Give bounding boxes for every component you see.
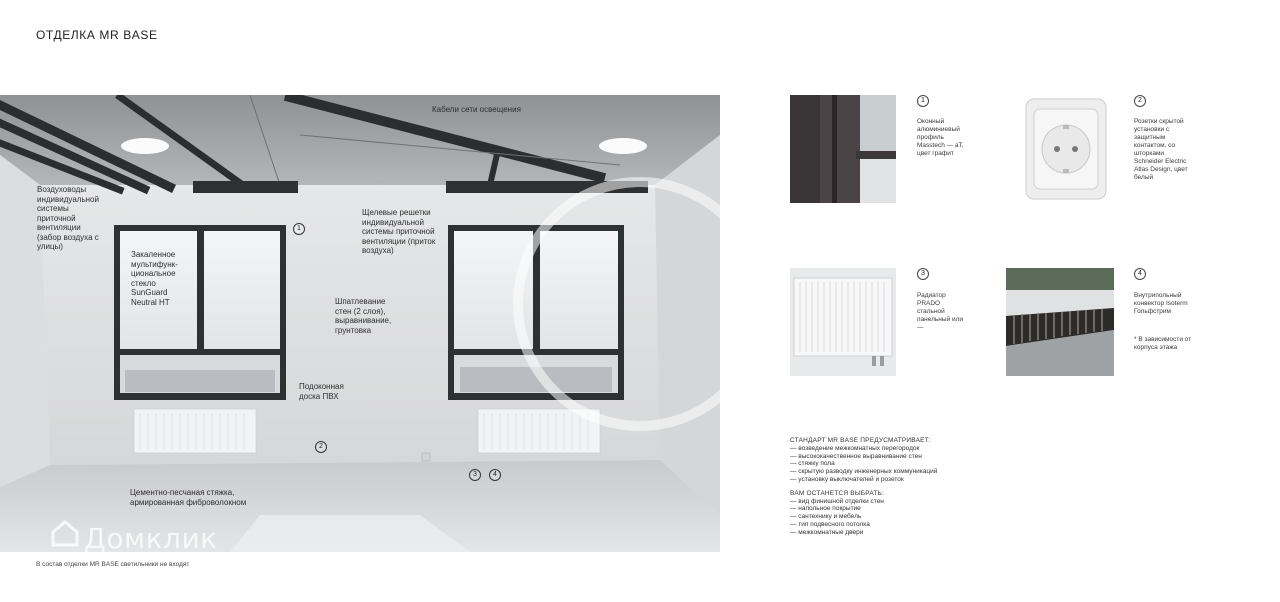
product-number-2: 2 [1134, 95, 1146, 107]
choose-item: — напольное покрытие [790, 505, 861, 513]
product-note: * В зависимости от корпуса этажа [1134, 336, 1192, 351]
room-photo [0, 95, 720, 552]
product-image-radiator [790, 268, 896, 376]
choose-item: — вид финишной отделки стен [790, 497, 884, 505]
footnote: В состав отделки MR BASE светильники не входят [36, 561, 190, 568]
product-desc-1: Оконный алюминиевый профиль Masstech — аТ, цвет графит [917, 118, 964, 157]
marker-1: 1 [293, 223, 305, 235]
label-air-ducts: Воздуховоды индивидуальной системы приточной вентиляции (забор воздуха с улицы) [37, 185, 99, 251]
standard-item: — высококачественное выравнивание стен [790, 452, 922, 460]
label-sill: Подоконная доска ПВХ [299, 382, 344, 401]
product-image-window-profile [790, 95, 896, 203]
watermark-text: Домклик [84, 522, 218, 555]
standard-item: — возведение межкомнатных перегородок [790, 444, 920, 452]
label-lighting-cables: Кабели сети освещения [432, 105, 521, 114]
standard-item: — стяжку пола [790, 460, 835, 468]
label-slot-grilles: Щелевые решетки индивидуальной системы приточной вентиляции (приток воздуха) [362, 208, 436, 255]
product-desc-4: Внутрипольный конвектор Isoterm Гольфстрим [1134, 292, 1188, 315]
choose-item: — межкомнатные двери [790, 528, 864, 536]
label-plaster: Шпатлевание стен (2 слоя), выравнивание, грунтовка [335, 297, 392, 335]
product-number-4: 4 [1134, 268, 1146, 280]
choose-item: — тип подвесного потолка [790, 520, 870, 528]
standard-item: — установку выключателей и розеток [790, 475, 904, 483]
domclick-logo-icon [50, 518, 80, 548]
product-image-socket [1012, 95, 1120, 203]
product-image-floor-convector [1006, 268, 1114, 376]
marker-4: 4 [489, 469, 501, 481]
standard-item: — скрытую разводку инженерных коммуникаций [790, 468, 938, 476]
product-desc-2: Розетки скрытой установки с защитным контактом, со шторками Schneider Electric Atlas Design, цвет белый [1134, 118, 1188, 181]
page-title: ОТДЕЛКА MR BASE [36, 28, 158, 42]
label-screed: Цементно-песчаная стяжка, армированная фиброволокном [130, 488, 247, 507]
marker-3: 3 [469, 469, 481, 481]
product-number-1: 1 [917, 95, 929, 107]
marker-2: 2 [315, 441, 327, 453]
choose-item: — сантехнику и мебель [790, 513, 862, 521]
product-number-3: 3 [917, 268, 929, 280]
standard-block [790, 437, 1050, 537]
choose-heading: ВАМ ОСТАНЕТСЯ ВЫБРАТЬ: [790, 489, 885, 497]
standard-heading: СТАНДАРТ MR BASE ПРЕДУСМАТРИВАЕТ: [790, 437, 931, 444]
product-desc-3: Радиатор PRADO стальной панельный или — [917, 292, 964, 331]
label-glazing: Закаленное мультифунк-циональное стекло SunGuard Neutral HT [131, 250, 178, 307]
